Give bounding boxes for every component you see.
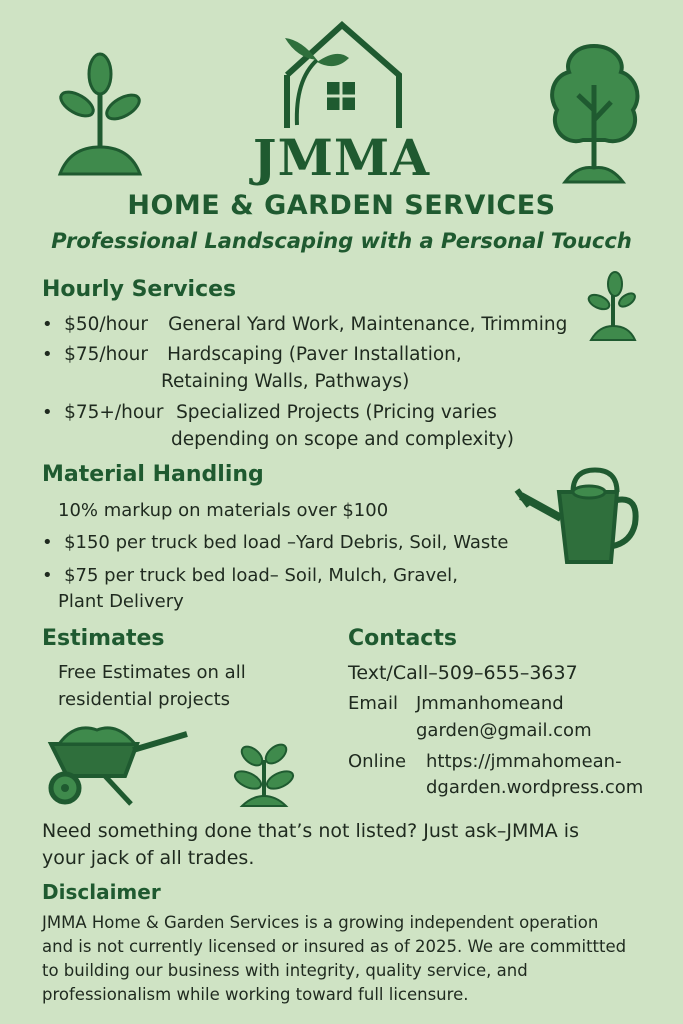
material-item: • $150 per truck bed load –Yard Debris, Soil, Waste: [42, 532, 509, 553]
contact-online-label: Online: [348, 751, 407, 772]
seedling-icon: [232, 740, 296, 808]
brand-name: JMMA: [252, 128, 431, 187]
contact-email[interactable]: Jmmanhomeand: [416, 693, 564, 714]
hourly-price: $75/hour: [64, 344, 148, 365]
estimates-line: Free Estimates on all: [58, 662, 246, 683]
contact-website-continued[interactable]: dgarden.wordpress.com: [426, 777, 644, 798]
estimates-title: Estimates: [42, 626, 165, 651]
material-item-continued: Plant Delivery: [58, 591, 184, 612]
brand-subtitle: HOME & GARDEN SERVICES: [127, 190, 556, 221]
watering-can-icon: [515, 466, 643, 566]
hourly-item: • $50/hour General Yard Work, Maintenance, Trimming: [42, 314, 568, 335]
disclaimer-line: professionalism while working toward full licensure.: [42, 985, 469, 1004]
ask-line: Need something done that’s not listed? Just ask–JMMA is: [42, 820, 579, 842]
contacts-title: Contacts: [348, 626, 457, 651]
hourly-services-title: Hourly Services: [42, 277, 237, 302]
material-item-text: $75 per truck bed load– Soil, Mulch, Gravel,: [64, 565, 458, 586]
disclaimer-line: to building our business with integrity, quality service, and: [42, 961, 528, 980]
hourly-item: • $75+/hour Specialized Projects (Pricing varies: [42, 402, 497, 423]
hourly-desc-continued: depending on scope and complexity): [171, 429, 514, 450]
wheelbarrow-icon: [45, 720, 193, 810]
hourly-item: • $75/hour Hardscaping (Paver Installation,: [42, 344, 462, 365]
disclaimer-line: and is not currently licensed or insured as of 2025. We are committted: [42, 937, 627, 956]
material-note: 10% markup on materials over $100: [58, 500, 389, 521]
hourly-price: $50/hour: [64, 314, 148, 335]
ask-line: your jack of all trades.: [42, 847, 255, 869]
material-handling-title: Material Handling: [42, 462, 264, 487]
small-sprout-icon: [585, 272, 637, 342]
material-item: • $75 per truck bed load– Soil, Mulch, Gravel,: [42, 565, 458, 586]
disclaimer-line: JMMA Home & Garden Services is a growing independent operation: [42, 913, 599, 932]
contact-email-continued[interactable]: garden@gmail.com: [416, 720, 592, 741]
estimates-line: residential projects: [58, 689, 231, 710]
brand-tagline: Professional Landscaping with a Personal Toucch: [51, 229, 632, 253]
hourly-desc: General Yard Work, Maintenance, Trimming: [168, 314, 568, 335]
hourly-price: $75+/hour: [64, 402, 164, 423]
material-item-text: $150 per truck bed load –Yard Debris, Soil, Waste: [64, 532, 509, 553]
contact-phone[interactable]: Text/Call–509–655–3637: [348, 662, 578, 684]
hourly-desc-continued: Retaining Walls, Pathways): [161, 371, 410, 392]
hourly-desc: Specialized Projects (Pricing varies: [176, 402, 497, 423]
hourly-desc: Hardscaping (Paver Installation,: [167, 344, 462, 365]
disclaimer-title: Disclaimer: [42, 880, 161, 904]
house-logo-icon: [277, 20, 407, 130]
contact-website[interactable]: https://jmmahomean-: [426, 751, 622, 772]
contact-email-label: Email: [348, 693, 398, 714]
